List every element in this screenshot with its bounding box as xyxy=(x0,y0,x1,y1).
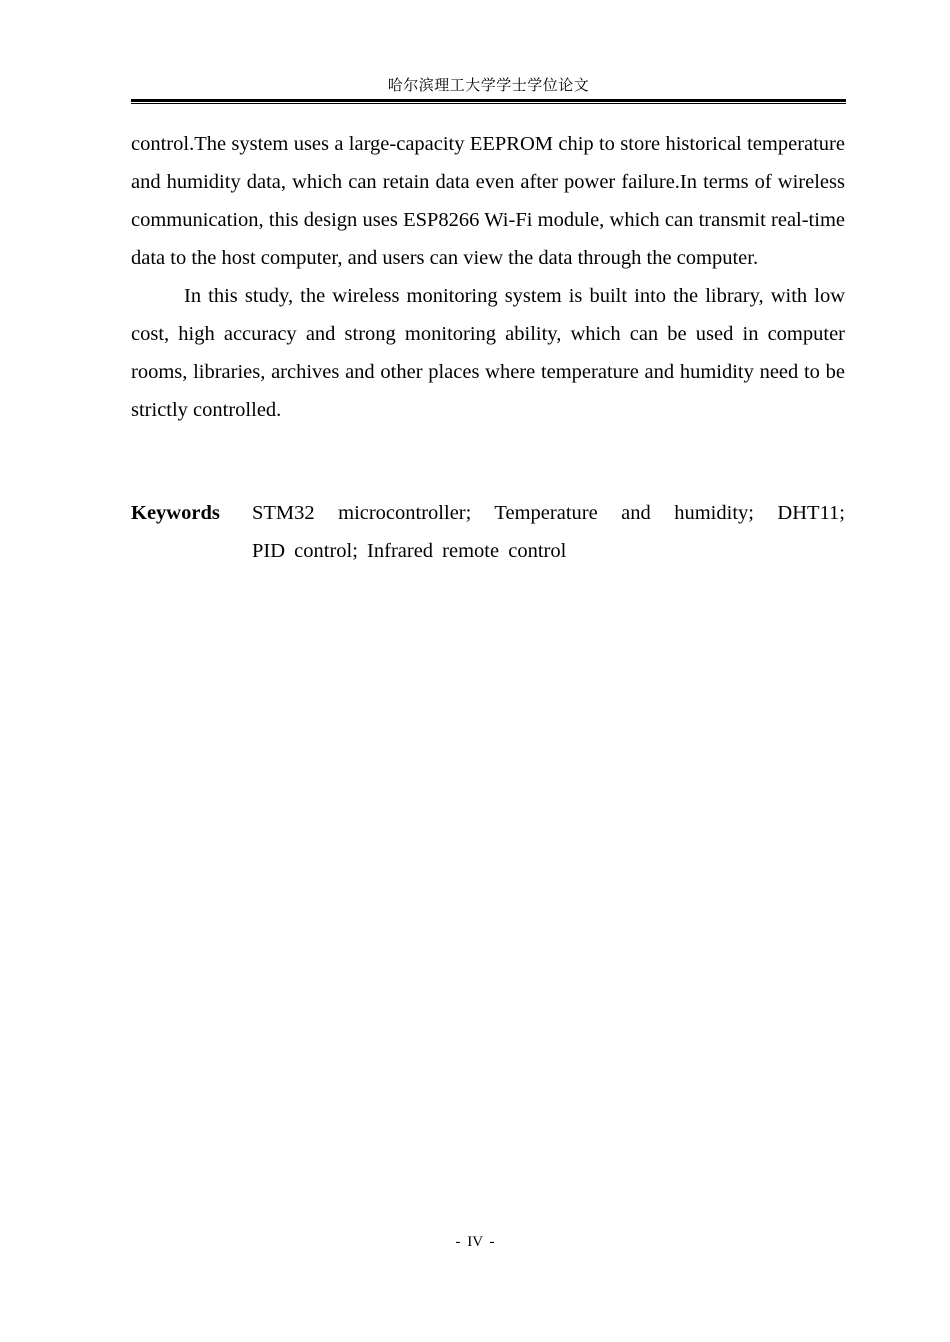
abstract-paragraph-1: control.The system uses a large-capacity EEPROM chip to store historical temperature and humidity data, which can retain data even after power failure.In terms of wireless communication, this design uses ESP8266 Wi-Fi module, which can transmit real-time data to the host computer, and users can view the data through the computer. xyxy=(131,133,845,269)
page-header: 哈尔滨理工大学学士学位论文 xyxy=(387,78,590,94)
header-rule-thick xyxy=(131,99,846,102)
keywords-list xyxy=(252,494,845,570)
keywords-line-1: STM32 microcontroller; Temperature and humidity; DHT11; xyxy=(252,502,845,524)
abstract-paragraph-2: In this study, the wireless monitoring system is built into the library, with low cost, high accuracy and strong monitoring ability, which can be used in computer rooms, libraries, archives and other places where temperature and humidity need to be strictly controlled. xyxy=(131,285,845,421)
keywords-section xyxy=(131,494,845,570)
keywords-line-2: PID control; Infrared remote control xyxy=(252,540,567,562)
abstract-body xyxy=(131,125,845,429)
header-rule xyxy=(131,99,846,105)
header-rule-thin xyxy=(131,103,846,104)
page-number: - IV - xyxy=(455,1234,495,1250)
keywords-label: Keywords xyxy=(131,502,220,524)
